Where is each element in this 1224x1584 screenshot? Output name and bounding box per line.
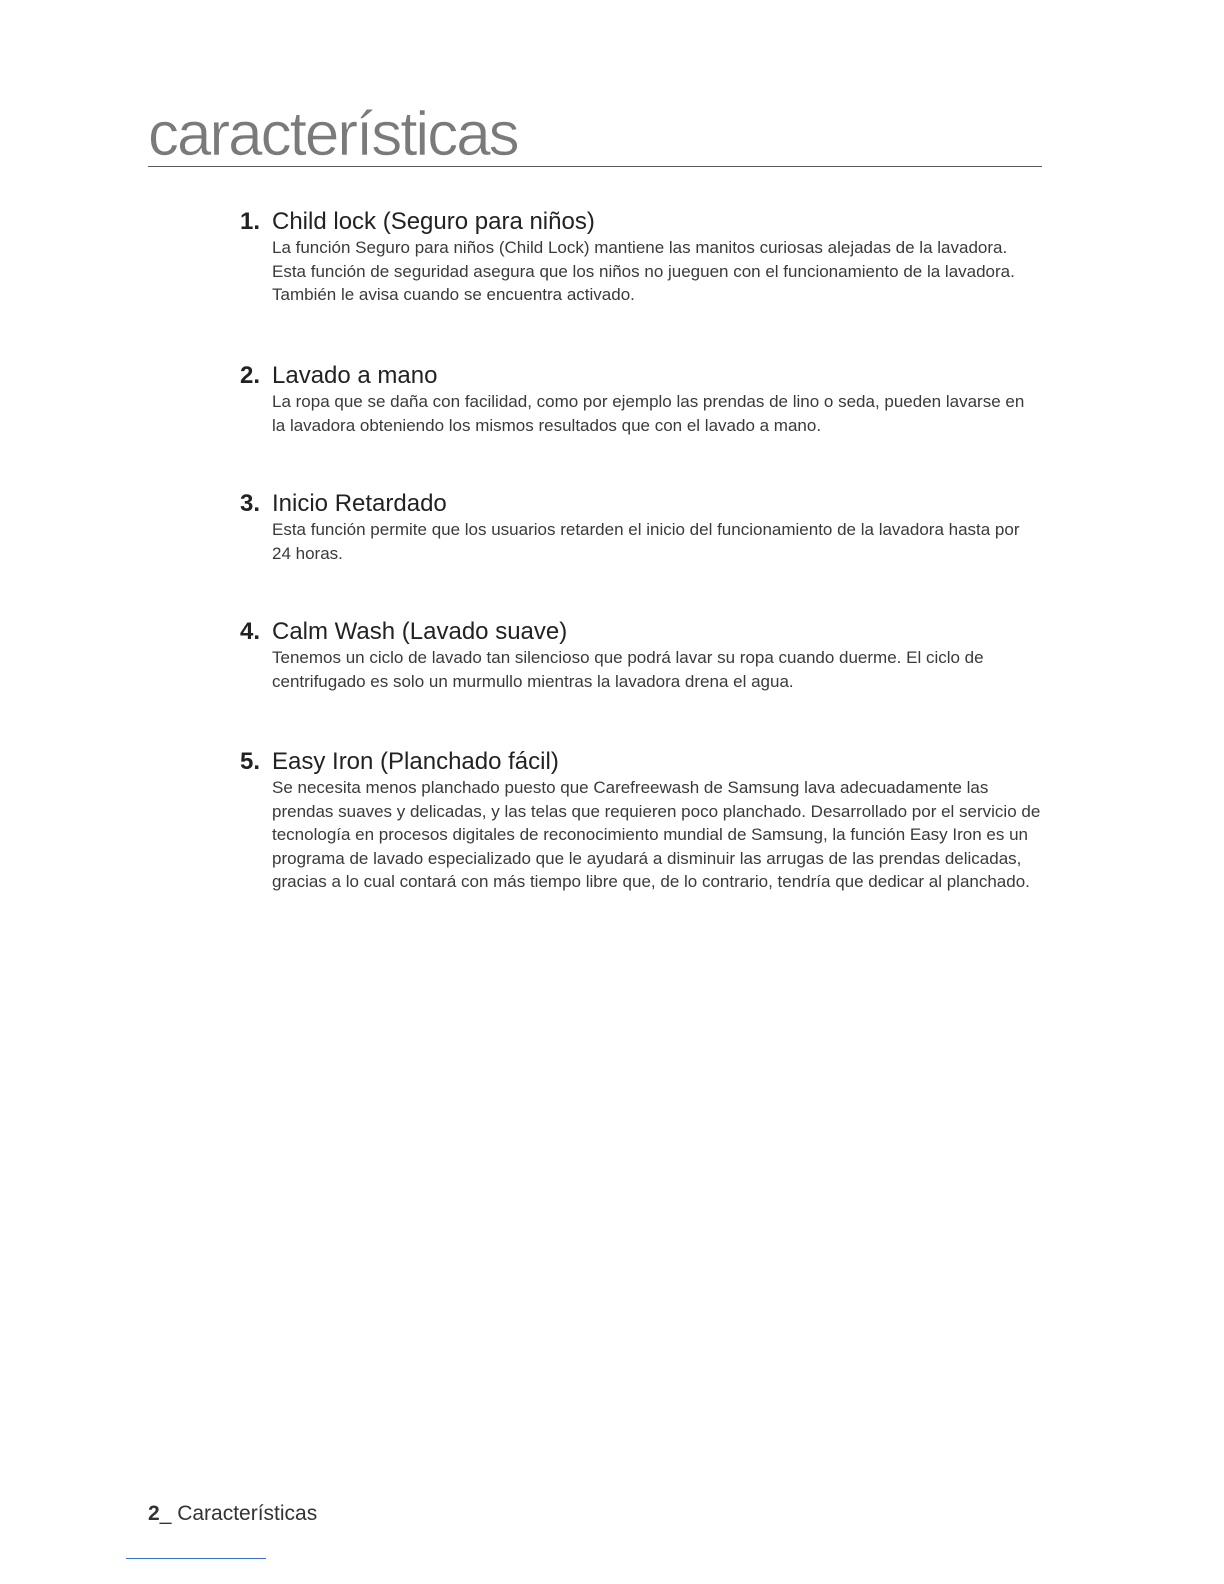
feature-heading bbox=[240, 748, 1040, 776]
feature-item bbox=[240, 208, 1040, 307]
footer-section-title: Características bbox=[177, 1502, 318, 1525]
feature-title: Easy Iron (Planchado fácil) bbox=[272, 748, 559, 775]
feature-number: 3. bbox=[240, 490, 261, 517]
feature-description: Se necesita menos planchado puesto que Carefreewash de Samsung lava adecuadamente las prendas suaves y delicadas, y las telas que requieren poco planchado. Desarrollado por el servicio de tecnología en procesos digitales de reconocimiento mundial de Samsung, la función Easy Iron es un programa de lavado especializado que le ayudará a disminuir las arrugas de las prendas delicadas, gracias a lo cual contará con más tiempo libre que, de lo contrario, tendría que dedicar al planchado. bbox=[272, 778, 1041, 891]
footer-divider bbox=[126, 1558, 266, 1559]
feature-number: 2. bbox=[240, 362, 261, 389]
feature-title: Inicio Retardado bbox=[272, 490, 447, 517]
page-footer bbox=[148, 1502, 317, 1526]
feature-description: La función Seguro para niños (Child Lock) mantiene las manitos curiosas alejadas de la lavadora. Esta función de seguridad asegura que los niños no jueguen con el funcionamiento de la lavadora. También le avisa cuando se encuentra activado. bbox=[272, 238, 1015, 304]
feature-item bbox=[240, 618, 1040, 693]
page-number: 2 bbox=[148, 1502, 160, 1525]
feature-item bbox=[240, 362, 1040, 437]
feature-number: 1. bbox=[240, 208, 261, 235]
feature-description: La ropa que se daña con facilidad, como por ejemplo las prendas de lino o seda, pueden lavarse en la lavadora obteniendo los mismos resultados que con el lavado a mano. bbox=[272, 392, 1025, 435]
feature-item bbox=[240, 490, 1040, 565]
feature-heading bbox=[240, 618, 1040, 646]
title-divider bbox=[148, 166, 1042, 167]
feature-title: Calm Wash (Lavado suave) bbox=[272, 618, 568, 645]
feature-heading bbox=[240, 362, 1040, 390]
feature-heading bbox=[240, 490, 1040, 518]
footer-separator: _ bbox=[159, 1502, 178, 1525]
feature-item bbox=[240, 748, 1040, 894]
feature-description: Tenemos un ciclo de lavado tan silencioso que podrá lavar su ropa cuando duerme. El ciclo de centrifugado es solo un murmullo mientras la lavadora drena el agua. bbox=[272, 648, 984, 691]
feature-description: Esta función permite que los usuarios retarden el inicio del funcionamiento de la lavadora hasta por 24 horas. bbox=[272, 520, 1020, 563]
feature-number: 4. bbox=[240, 618, 261, 645]
feature-number: 5. bbox=[240, 748, 261, 775]
feature-heading bbox=[240, 208, 1040, 236]
page-title: características bbox=[148, 100, 518, 169]
feature-title: Lavado a mano bbox=[272, 362, 438, 389]
feature-title: Child lock (Seguro para niños) bbox=[272, 208, 595, 235]
